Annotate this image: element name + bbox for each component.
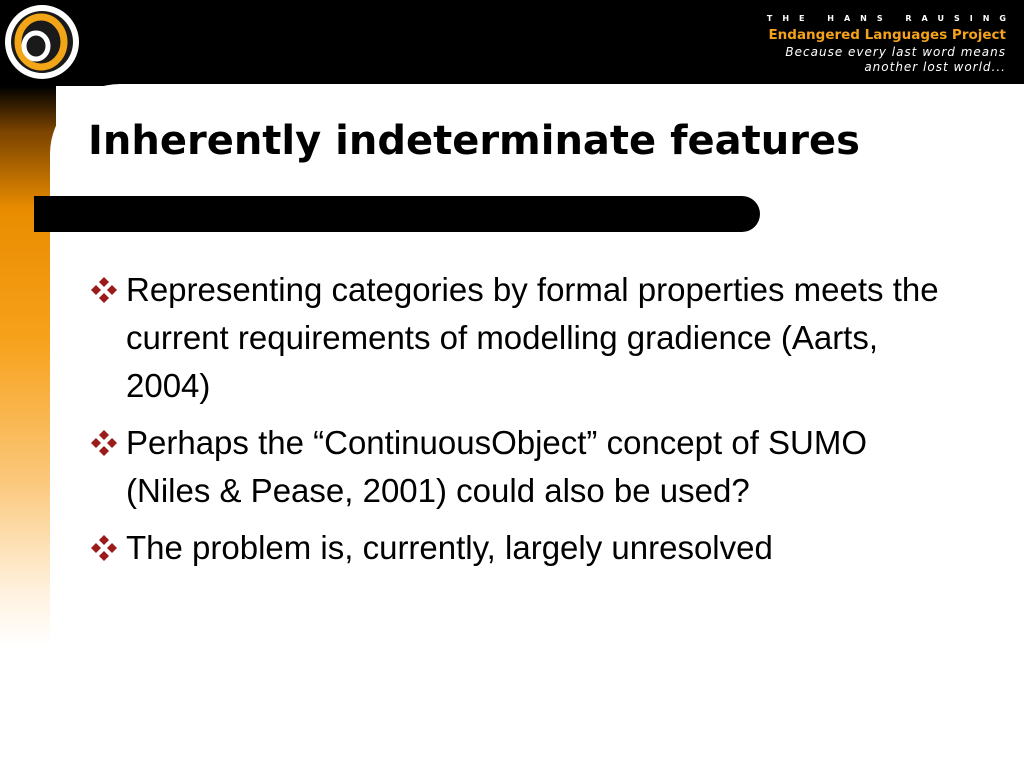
diamond-quad-bullet-icon: [90, 429, 118, 457]
bullet-item: [90, 266, 950, 410]
bullet-list: [90, 266, 950, 581]
brand-org: THE HANS RAUSING: [766, 14, 1016, 23]
brand-project: Endangered Languages Project: [768, 27, 1006, 43]
side-gradient-strip: [0, 86, 56, 646]
elp-ring-logo-icon: [2, 2, 82, 82]
bullet-text: Perhaps the “ContinuousObject” concept of SUMO (Niles & Pease, 2001) could also be used?: [126, 424, 868, 509]
bullet-text: Representing categories by formal properties meets the current requirements of modelling gradience (Aarts, 2004): [126, 271, 939, 404]
slide-title: Inherently indeterminate features: [88, 118, 860, 164]
diamond-quad-bullet-icon: [90, 534, 118, 562]
brand-block: [766, 14, 1016, 75]
diamond-quad-bullet-icon: [90, 276, 118, 304]
brand-tagline: [767, 45, 1006, 75]
brand-tagline-line1: Because every last word means: [785, 45, 1006, 59]
title-rule-bar: [34, 196, 760, 232]
bullet-text: The problem is, currently, largely unresolved: [126, 529, 773, 566]
bullet-item: [90, 419, 950, 515]
brand-tagline-line2: another lost world...: [864, 60, 1006, 74]
bullet-item: [90, 524, 950, 572]
